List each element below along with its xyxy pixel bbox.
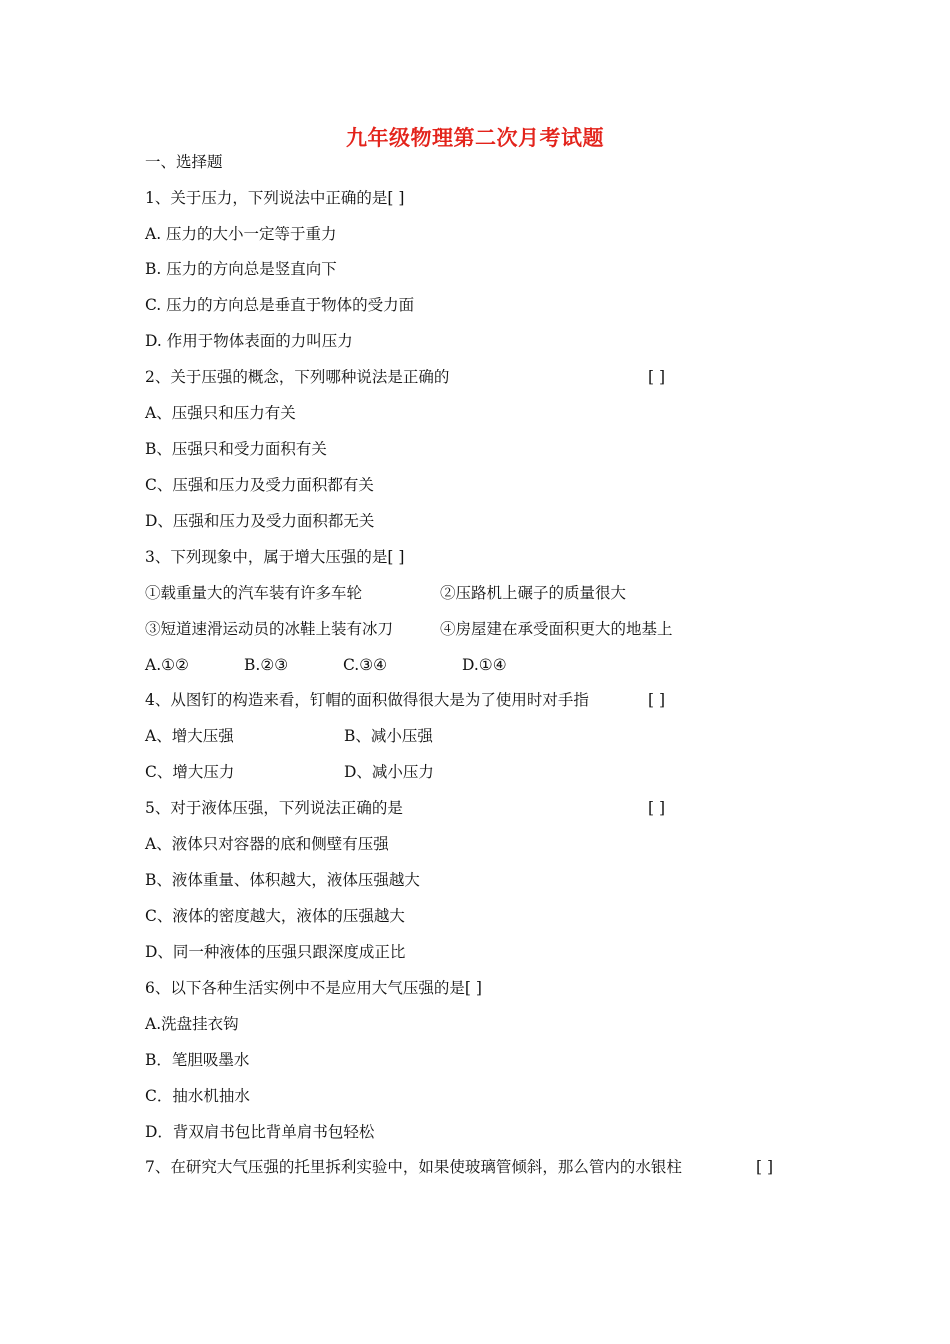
question-3-item-4: ④房屋建在承受面积更大的地基上 (440, 620, 673, 638)
question-3-option-b: B.②③ (244, 656, 289, 674)
question-3-item-2: ②压路机上碾子的质量很大 (440, 584, 627, 602)
question-1-option-b: B. 压力的方向总是竖直向下 (145, 260, 337, 278)
question-4-option-a: A、增大压强 (145, 727, 234, 745)
question-6-option-c: C．抽水机抽水 (145, 1087, 250, 1105)
question-4-option-d: D、减小压力 (344, 763, 434, 781)
question-4-stem: 4、从图钉的构造来看，钉帽的面积做得很大是为了使用时对手指 (145, 691, 589, 709)
question-2-stem: 2、关于压强的概念，下列哪种说法是正确的 (145, 368, 450, 386)
question-2-option-a: A、压强只和压力有关 (145, 404, 296, 422)
question-2-option-d: D、压强和压力及受力面积都无关 (145, 512, 375, 530)
section-heading: 一、选择题 (145, 153, 223, 171)
question-7-stem: 7、在研究大气压强的托里拆利实验中，如果使玻璃管倾斜，那么管内的水银柱 (145, 1158, 682, 1176)
question-6-text: 6、以下各种生活实例中不是应用大气压强的是 (145, 979, 465, 997)
question-6-answer-bracket: [ ] (464, 979, 482, 997)
question-2-option-c: C、压强和压力及受力面积都有关 (145, 476, 374, 494)
question-3-answer-bracket: [ ] (387, 548, 405, 566)
question-4-option-b: B、减小压强 (344, 727, 433, 745)
question-6-option-b: B．笔胆吸墨水 (145, 1051, 250, 1069)
question-1-stem (145, 188, 404, 208)
question-1-option-a: A. 压力的大小一定等于重力 (145, 225, 337, 243)
question-6-option-d: D．背双肩书包比背单肩书包轻松 (145, 1123, 375, 1141)
question-2-answer-bracket: [ ] (648, 368, 666, 386)
question-3-item-3: ③短道速滑运动员的冰鞋上装有冰刀 (145, 620, 394, 638)
question-4-option-c: C、增大压力 (145, 763, 235, 781)
question-5-answer-bracket: [ ] (648, 799, 666, 817)
question-3-text: 3、下列现象中，属于增大压强的是 (145, 548, 388, 566)
question-7-answer-bracket: [ ] (756, 1158, 774, 1176)
question-3-item-1: ①载重量大的汽车装有许多车轮 (145, 584, 363, 602)
question-5-stem: 5、对于液体压强，下列说法正确的是 (145, 799, 403, 817)
question-5-option-b: B、液体重量、体积越大，液体压强越大 (145, 871, 420, 889)
question-1-answer-bracket: [ ] (387, 189, 405, 207)
question-2-option-b: B、压强只和受力面积有关 (145, 440, 327, 458)
question-5-option-c: C、液体的密度越大，液体的压强越大 (145, 907, 405, 925)
question-1-option-c: C. 压力的方向总是垂直于物体的受力面 (145, 296, 415, 314)
question-6-option-a: A.洗盘挂衣钩 (145, 1015, 239, 1033)
question-1-text: 1、关于压力，下列说法中正确的是 (145, 189, 388, 207)
question-3-option-a: A.①② (145, 656, 189, 674)
question-3-option-d: D.①④ (462, 656, 507, 674)
question-4-answer-bracket: [ ] (648, 691, 666, 709)
question-5-option-a: A、液体只对容器的底和侧壁有压强 (145, 835, 389, 853)
question-3-option-c: C.③④ (343, 656, 388, 674)
question-6-stem (145, 978, 482, 998)
page-title: 九年级物理第二次月考试题 (346, 125, 604, 150)
question-3-stem (145, 547, 404, 567)
question-1-option-d: D. 作用于物体表面的力叫压力 (145, 332, 353, 350)
question-5-option-d: D、同一种液体的压强只跟深度成正比 (145, 943, 406, 961)
